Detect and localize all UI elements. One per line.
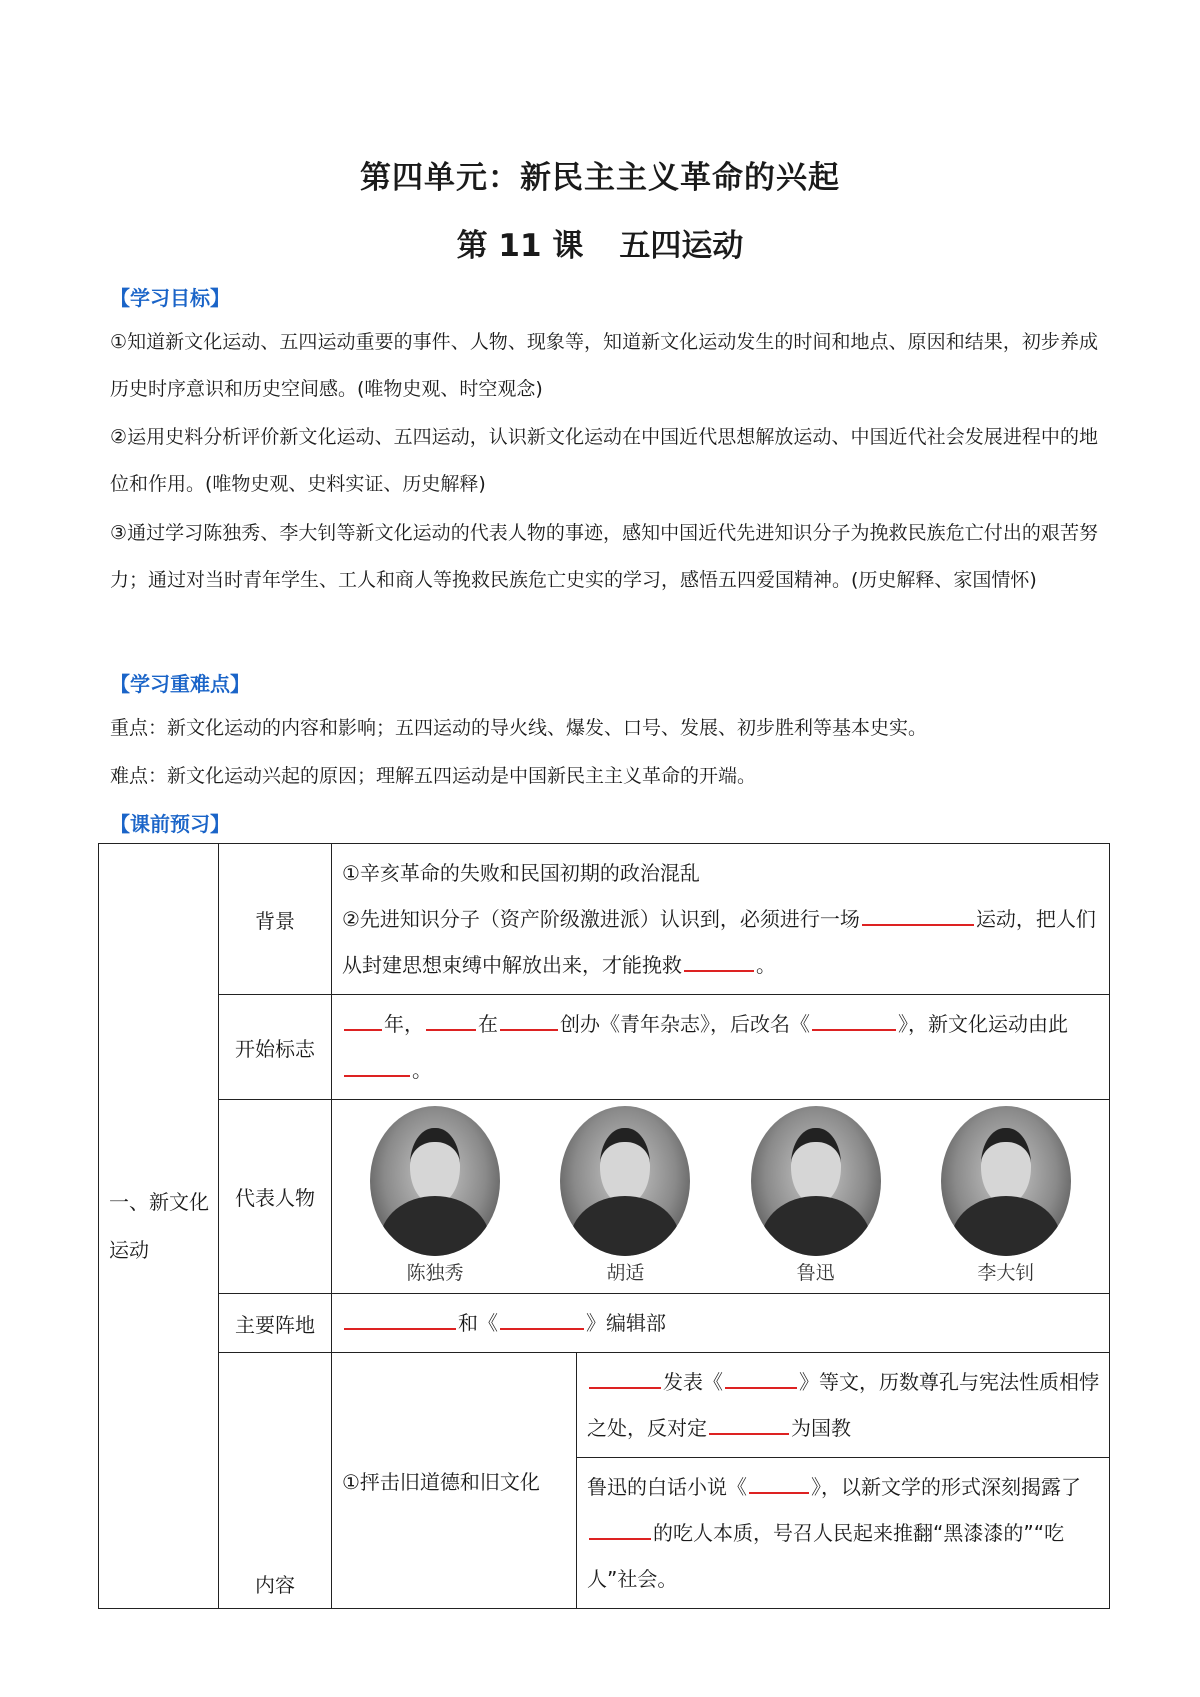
cell-start: 年， 在 创办《青年杂志》，后改名《 》，新文化运动由此。 <box>332 995 1110 1100</box>
portrait-lu-xun: 鲁迅 <box>751 1106 881 1285</box>
blank[interactable] <box>812 1007 896 1031</box>
background-line-1: ①辛亥革命的失败和民国初期的政治混乱 <box>342 861 700 885</box>
content-item-1: 发表《 》等文，历数尊孔与宪法性质相悖之处，反对定 为国教 <box>577 1353 1109 1458</box>
objectives-heading: 【学习目标】 <box>110 286 230 310</box>
cell-figures <box>332 1100 1110 1294</box>
cell-content-sub: ①抨击旧道德和旧文化 <box>332 1353 577 1609</box>
objective-2: ②运用史料分析评价新文化运动、五四运动，认识新文化运动在中国近代思想解放运动、中国近代社会发展进程中的地位和作用。(唯物史观、史料实证、历史解释) <box>110 426 1098 495</box>
unit-title: 第四单元：新民主主义革命的兴起 <box>360 160 840 196</box>
blank[interactable] <box>426 1007 476 1031</box>
preview-table <box>98 843 1110 1609</box>
blank[interactable] <box>589 1365 661 1389</box>
label-background: 背景 <box>219 844 332 995</box>
portrait-photo <box>560 1106 690 1256</box>
portrait-photo <box>941 1106 1071 1256</box>
blank[interactable] <box>344 1007 382 1031</box>
portrait-photo <box>751 1106 881 1256</box>
label-figures: 代表人物 <box>219 1100 332 1294</box>
cell-content-detail <box>577 1353 1110 1609</box>
difficulty-text: 难点：新文化运动兴起的原因；理解五四运动是中国新民主主义革命的开端。 <box>110 765 757 787</box>
label-content: 内容 <box>219 1353 332 1609</box>
objective-3: ③通过学习陈独秀、李大钊等新文化运动的代表人物的事迹，感知中国近代先进知识分子为挽救民族危亡付出的艰苦努力；通过对当时青年学生、工人和商人等挽救民族危亡史实的学习，感悟五四爱国精神。(历史解释、家国情怀) <box>110 522 1098 591</box>
blank[interactable] <box>344 1053 410 1077</box>
lesson-name: 五四运动 <box>619 228 744 264</box>
cell-base: 和《 》编辑部 <box>332 1294 1110 1353</box>
portrait-chen-duxiu: 陈独秀 <box>370 1106 500 1285</box>
blank[interactable] <box>725 1365 797 1389</box>
blank[interactable] <box>589 1516 651 1540</box>
lesson-title <box>0 220 1200 265</box>
section-label-new-culture: 一、新文化运动 <box>99 844 219 1609</box>
portrait-photo <box>370 1106 500 1256</box>
blank[interactable] <box>749 1470 809 1494</box>
label-start: 开始标志 <box>219 995 332 1100</box>
blank[interactable] <box>500 1007 558 1031</box>
content-item-2: 鲁迅的白话小说《 》，以新文学的形式深刻揭露了的吃人本质，号召人民起来推翻“黑漆漆的”“吃人”社会。 <box>577 1458 1109 1608</box>
objective-1: ①知道新文化运动、五四运动重要的事件、人物、现象等，知道新文化运动发生的时间和地点、原因和结果，初步养成历史时序意识和历史空间感。(唯物史观、时空观念) <box>110 331 1098 400</box>
portrait-hu-shi: 胡适 <box>560 1106 690 1285</box>
focus-text: 重点：新文化运动的内容和影响；五四运动的导火线、爆发、口号、发展、初步胜利等基本史实。 <box>110 717 928 739</box>
blank[interactable] <box>862 902 974 926</box>
lesson-number: 第 11 课 <box>456 228 584 264</box>
blank[interactable] <box>500 1306 584 1330</box>
label-base: 主要阵地 <box>219 1294 332 1353</box>
blank[interactable] <box>709 1411 789 1435</box>
portrait-li-dazhao: 李大钊 <box>941 1106 1071 1285</box>
background-line-2: ②先进知识分子（资产阶级激进派）认识到，必须进行一场 运动，把人们从封建思想束缚中解放出来，才能挽救 。 <box>342 896 1099 988</box>
cell-background <box>332 844 1110 995</box>
blank[interactable] <box>684 948 754 972</box>
preview-heading: 【课前预习】 <box>110 812 230 836</box>
key-points-heading: 【学习重难点】 <box>110 672 250 696</box>
blank[interactable] <box>344 1306 456 1330</box>
